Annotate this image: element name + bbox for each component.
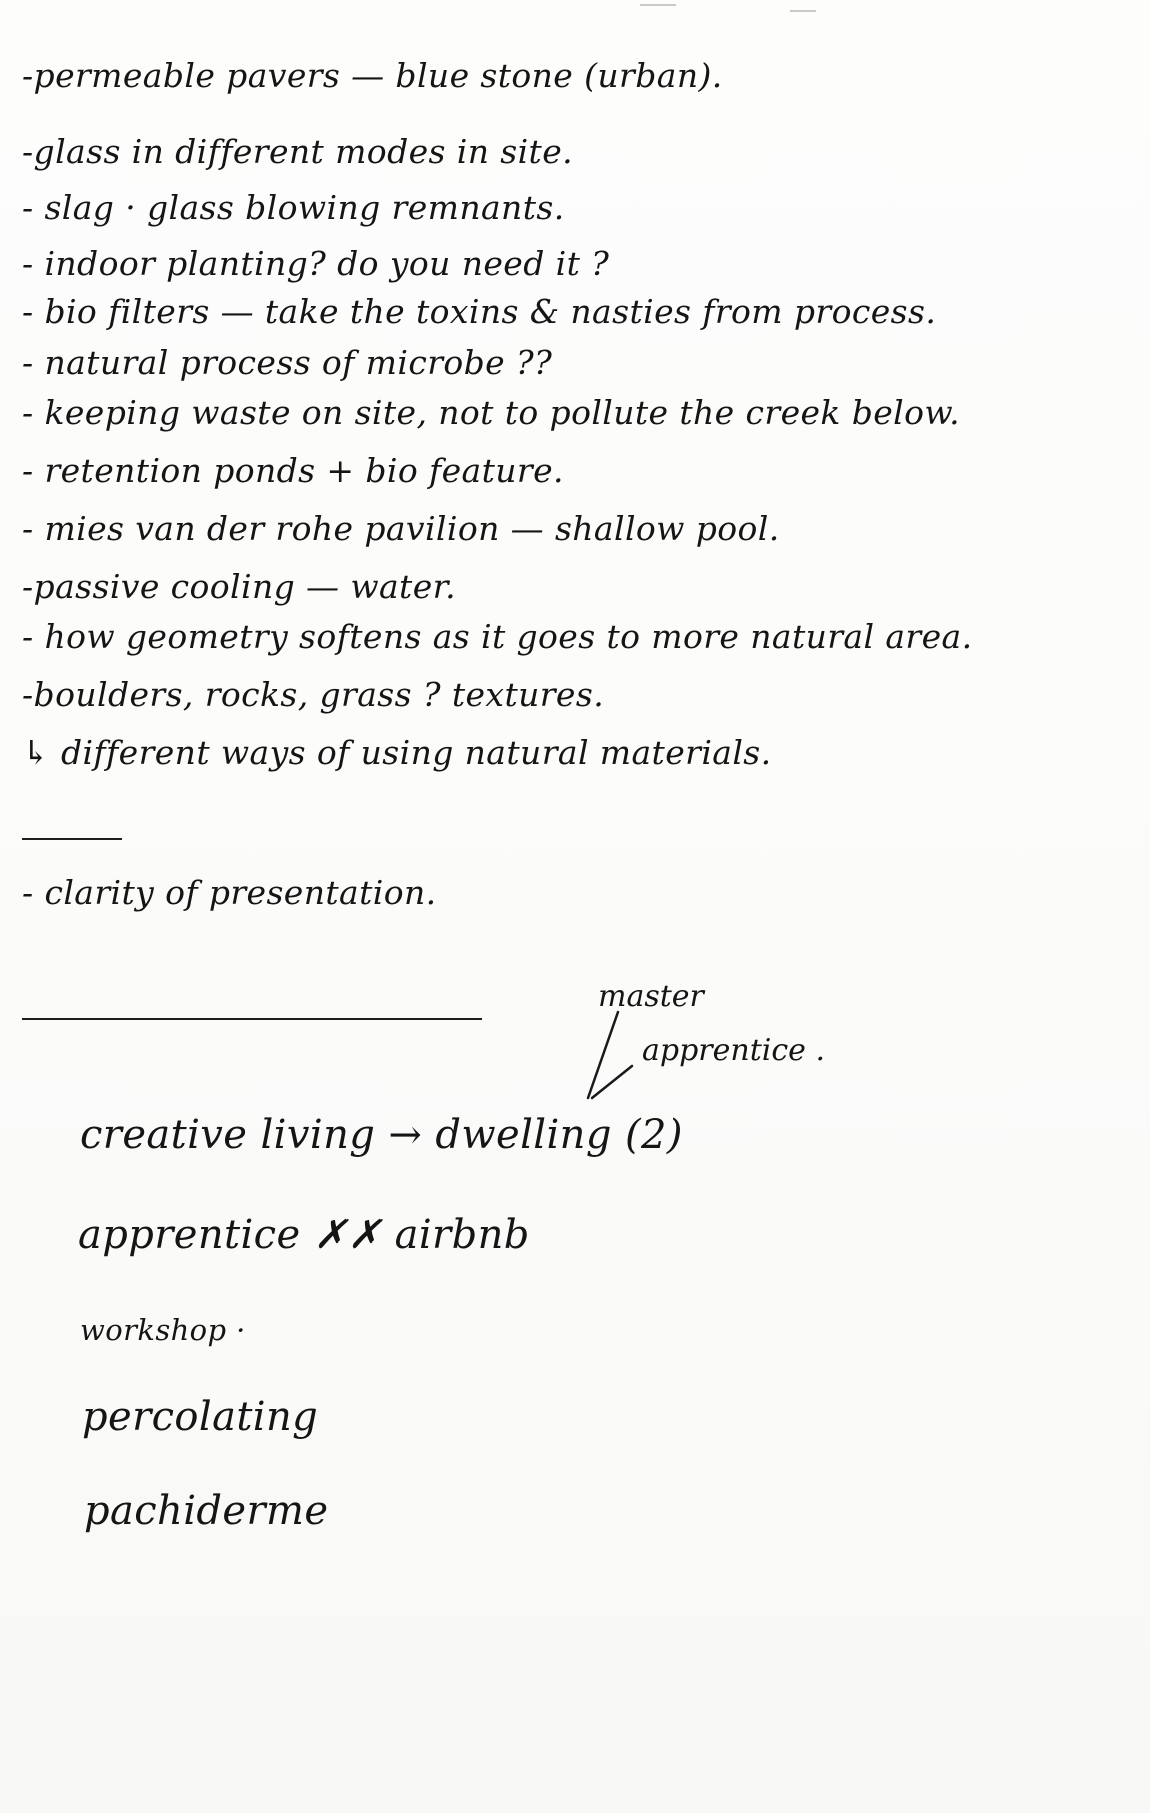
section-divider bbox=[22, 838, 122, 840]
note-line: - bio filters — take the toxins & nasties from process. bbox=[22, 292, 937, 331]
note-line: - slag · glass blowing remnants. bbox=[22, 188, 565, 227]
note-line: -glass in different modes in site. bbox=[22, 132, 574, 171]
annotation-master: master bbox=[598, 979, 704, 1014]
percolating-line: percolating bbox=[82, 1394, 319, 1440]
note-line: ↳ different ways of using natural materials. bbox=[22, 733, 772, 772]
pachiderme-line: pachiderme bbox=[84, 1488, 329, 1534]
note-line: - how geometry softens as it goes to more natural area. bbox=[22, 617, 973, 656]
note-line: -permeable pavers — blue stone (urban). bbox=[22, 56, 723, 95]
page-edge-mark bbox=[790, 10, 816, 12]
page-edge-mark bbox=[640, 4, 676, 6]
section-divider bbox=[22, 1018, 482, 1020]
annotation-apprentice: apprentice . bbox=[642, 1033, 825, 1068]
note-line: - mies van der rohe pavilion — shallow pool. bbox=[22, 509, 780, 548]
note-line: - natural process of microbe ?? bbox=[22, 343, 553, 382]
workshop-line: workshop · bbox=[80, 1313, 246, 1347]
creative-living-line: creative living → dwelling (2) bbox=[80, 1112, 683, 1158]
note-line: - keeping waste on site, not to pollute the creek below. bbox=[22, 393, 961, 432]
note-line: -boulders, rocks, grass ? textures. bbox=[22, 675, 605, 714]
note-line: - retention ponds + bio feature. bbox=[22, 451, 564, 490]
note-line-clarity: - clarity of presentation. bbox=[22, 873, 437, 912]
apprentice-airbnb-line: apprentice ✗✗ airbnb bbox=[78, 1212, 530, 1258]
note-line: -passive cooling — water. bbox=[22, 567, 457, 606]
note-line: - indoor planting? do you need it ? bbox=[22, 244, 610, 283]
